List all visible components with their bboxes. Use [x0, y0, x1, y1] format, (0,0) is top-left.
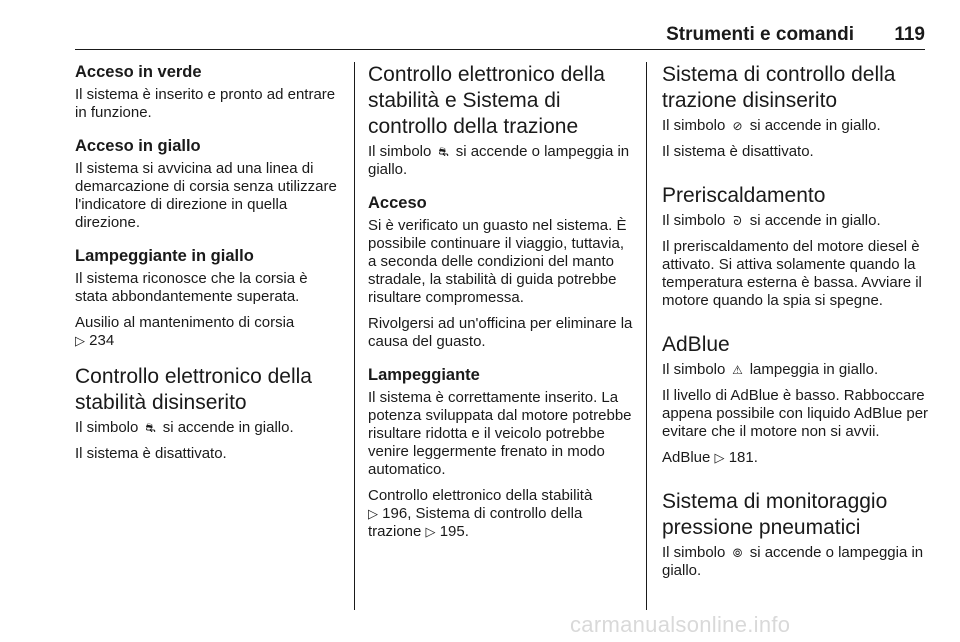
running-header: Strumenti e comandi — [666, 24, 854, 45]
reference-esc-text: Controllo elettronico della stabilità — [368, 487, 593, 504]
column-divider-2 — [646, 62, 647, 610]
preheat-prefix: Il simbolo — [662, 212, 726, 229]
paragraph-lampeggiante: Il sistema è correttamente inserito. La potenza sviluppata dal motore potrebbe risultare ridotta e il veicolo potrebbe venire leggermente frenato in modo automatico. — [368, 389, 632, 478]
tire-pressure-icon: ⦾ — [732, 546, 743, 560]
adblue-prefix: Il simbolo — [662, 361, 726, 378]
reference-tc-text: trazione — [368, 523, 422, 540]
paragraph-preheat-symbol — [662, 212, 930, 230]
ausilio-text: Ausilio al mantenimento di corsia — [75, 314, 295, 331]
heading-lampeggiante-giallo: Lampeggiante in giallo — [75, 247, 254, 265]
ausilio-page-ref[interactable]: 234 — [89, 332, 115, 349]
esc-off-text: si accende in giallo. — [162, 419, 294, 436]
paragraph-preheat-detail: Il preriscaldamento del motore diesel è attivato. Si attiva solamente quando la temperatura esterna è bassa. Avviare il motore quando la spia si spegne. — [662, 238, 922, 309]
column-divider-1 — [354, 62, 355, 610]
column-2 — [368, 62, 633, 549]
heading-acceso-giallo: Acceso in giallo — [75, 137, 201, 155]
paragraph-adblue-detail: Il livello di AdBlue è basso. Rabboccare appena possibile con liquido AdBlue per evitare che il motore non si avvii. — [662, 387, 929, 440]
adblue-ref-page[interactable]: 181. — [728, 449, 758, 466]
paragraph-tpms-symbol — [662, 544, 930, 580]
adblue-text: lampeggia in giallo. — [749, 361, 879, 378]
heading-preriscaldamento: Preriscaldamento — [662, 184, 826, 207]
heading-adblue: AdBlue — [662, 333, 730, 356]
paragraph-references — [368, 487, 633, 541]
watermark: carmanualsonline.info — [570, 612, 791, 637]
paragraph-acceso-verde: Il sistema è inserito e pronto ad entrare in funzione. — [75, 86, 336, 121]
esc-off-prefix: Il simbolo — [75, 419, 139, 436]
reference-arrow-icon: ▷ — [714, 450, 725, 465]
paragraph-adblue-symbol — [662, 361, 930, 379]
heading-lampeggiante: Lampeggiante — [368, 366, 480, 384]
reference-tc-page[interactable]: 195. — [439, 523, 469, 540]
esc-tc-text: si accende o lampeggia in giallo. — [368, 143, 630, 178]
esc-off-icon: ⛐ — [145, 421, 156, 435]
header-rule — [75, 49, 925, 50]
tpms-prefix: Il simbolo — [662, 544, 726, 561]
page-number: 119 — [894, 24, 925, 45]
esc-tc-prefix: Il simbolo — [368, 143, 432, 160]
adblue-icon: ⚠ — [732, 363, 743, 377]
tc-off-icon: ⊘ — [732, 119, 743, 133]
tpms-text: si accende o lampeggia in giallo. — [662, 544, 924, 579]
heading-tc-off: Sistema di controllo della trazione disinserito — [662, 63, 896, 112]
heading-esc-tc: Controllo elettronico della stabilità e Sistema di controllo della trazione — [368, 63, 605, 138]
heading-tpms: Sistema di monitoraggio pressione pneumatici — [662, 490, 888, 539]
heading-acceso-verde: Acceso in verde — [75, 63, 202, 81]
column-1 — [75, 62, 343, 471]
paragraph-lampeggiante-giallo: Il sistema riconosce che la corsia è stata abbondantemente superata. — [75, 270, 308, 305]
heading-acceso: Acceso — [368, 194, 427, 212]
tc-off-prefix: Il simbolo — [662, 117, 726, 134]
esc-icon: ⛐ — [438, 145, 449, 159]
paragraph-tc-off-symbol — [662, 117, 930, 135]
paragraph-acceso: Si è verificato un guasto nel sistema. È possibile continuare il viaggio, tuttavia, a seconda delle condizioni del manto stradale, la stabilità di guida potrebbe risultare compromessa. — [368, 217, 627, 306]
reference-arrow-icon: ▷ — [75, 333, 85, 348]
reference-arrow-icon: ▷ — [368, 506, 378, 521]
glow-plug-icon: ᘐ — [733, 214, 742, 228]
heading-esc-off: Controllo elettronico della stabilità disinserito — [75, 365, 312, 414]
paragraph-esc-off-status: Il sistema è disattivato. — [75, 445, 227, 462]
paragraph-rivolgersi: Rivolgersi ad un'officina per eliminare la causa del guasto. — [368, 315, 633, 350]
paragraph-acceso-giallo: Il sistema si avvicina ad una linea di demarcazione di corsia senza utilizzare l'indicatore di direzione in quella direzione. — [75, 160, 337, 231]
paragraph-esc-tc-symbol — [368, 143, 633, 179]
tc-off-text: si accende in giallo. — [749, 117, 881, 134]
reference-arrow-icon: ▷ — [425, 524, 436, 539]
adblue-ref-text: AdBlue — [662, 449, 711, 466]
paragraph-adblue-reference — [662, 449, 930, 467]
reference-esc-page[interactable]: 196, Sistema di controllo della — [382, 505, 583, 522]
paragraph-tc-off-status: Il sistema è disattivato. — [662, 143, 814, 160]
preheat-text: si accende in giallo. — [749, 212, 881, 229]
paragraph-esc-off-symbol — [75, 419, 343, 437]
column-3 — [662, 62, 930, 588]
paragraph-ausilio — [75, 314, 343, 350]
